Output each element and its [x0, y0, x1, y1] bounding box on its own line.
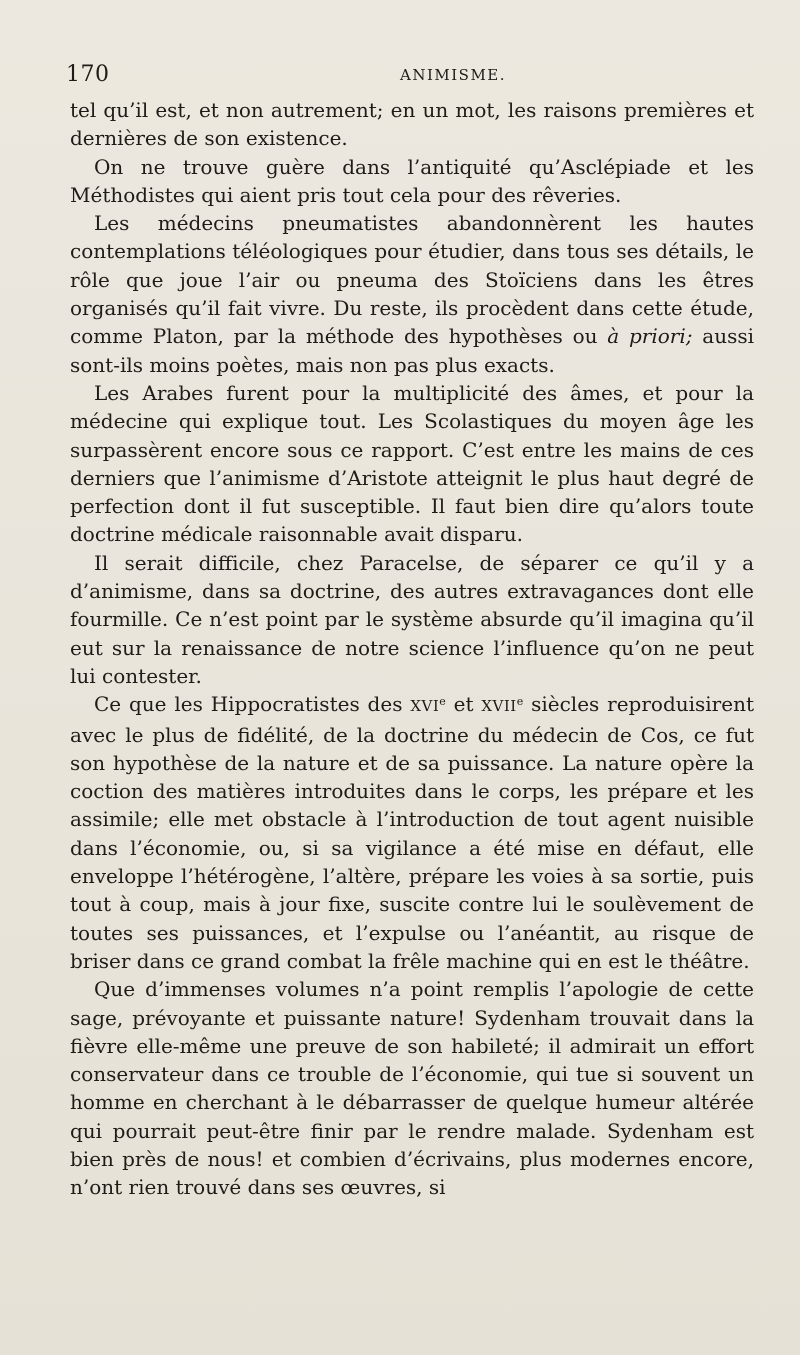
century-16: XVI: [410, 697, 440, 716]
paragraph-6: Ce que les Hippocratistes des XVIe et XVIIe siècles reproduisirent avec le plus de fidélité, de la doctrine du médecin de Cos, ce fut son hypothèse de la nature et de sa puissance. La nature opère la coction des matières introduites dans le corps, les prépare et les assimile; elle met obstacle à l’introduction de tout agent nuisible dans l’économie, ou, si sa vigilance a été mise en défaut, elle enveloppe l’hétérogène, l’altère, prépare les voies à sa sortie, puis tout à coup, mais à jour fixe, suscite contre lui le soulèvement de toutes ses puissances, et l’expulse ou l’anéantit, au risque de briser dans ce grand combat la frêle machine qui en est le théâtre.: [70, 692, 754, 973]
paragraph-3: Les médecins pneumatistes abandonnèrent les hautes contemplations téléologiques pour étudier, dans tous ses détails, le rôle que joue l’air ou pneuma des Stoïciens dans les êtres organisés qu’il fait vivre. Du reste, ils procèdent dans cette étude, comme Platon, par la méthode des hypothèses ou à priori; aussi sont-ils moins poètes, mais non pas plus exacts.: [70, 211, 755, 377]
a-priori-italic: à priori;: [607, 324, 693, 349]
body-text: [70, 96, 754, 1202]
century-17: XVII: [481, 697, 517, 716]
paragraph-5: Il serait difficile, chez Paracelse, de séparer ce qu’il y a d’animisme, dans sa doctrine, des autres extravagances dont elle fourmille. Ce n’est point par le système absurde qu’il imagina qu’il eut sur la renaissance de notre science l’influence qu’on ne peut lui contester.: [70, 550, 754, 688]
century-17-sup: e: [516, 695, 524, 709]
paragraph-1: tel qu’il est, et non autrement; en un mot, les raisons premières et dernières de son existence.: [70, 98, 754, 151]
page-number: 170: [66, 62, 110, 87]
paragraph-4: Les Arabes furent pour la multiplicité des âmes, et pour la médecine qui explique tout. Les Scolastiques du moyen âge les surpassèrent encore sous ce rapport. C’est entre les mains de ces derniers que l’animisme d’Aristote atteignit le plus haut degré de perfection dont il fut susceptible. Il faut bien dire qu’alors toute doctrine médicale raisonnable avait disparu.: [70, 380, 754, 547]
running-title: ANIMISME.: [400, 66, 507, 84]
running-head: [60, 62, 760, 88]
paragraph-2: On ne trouve guère dans l’antiquité qu’Asclépiade et les Méthodistes qui aient pris tout cela pour des rêveries.: [70, 154, 754, 207]
paragraph-7: Que d’immenses volumes n’a point remplis l’apologie de cette sage, prévoyante et puissante nature! Sydenham trouvait dans la fièvre elle-même une preuve de son habileté; il admirait un effort conservateur dans ce trouble de l’économie, qui tue si souvent un homme en cherchant à le débarrasser de quelque humeur altérée qui pourrait peut-être finir par le rendre malade. Sydenham est bien près de nous! et combien d’écrivains, plus modernes encore, n’ont rien trouvé dans ses œuvres, si: [70, 977, 754, 1200]
century-16-sup: e: [439, 695, 446, 709]
